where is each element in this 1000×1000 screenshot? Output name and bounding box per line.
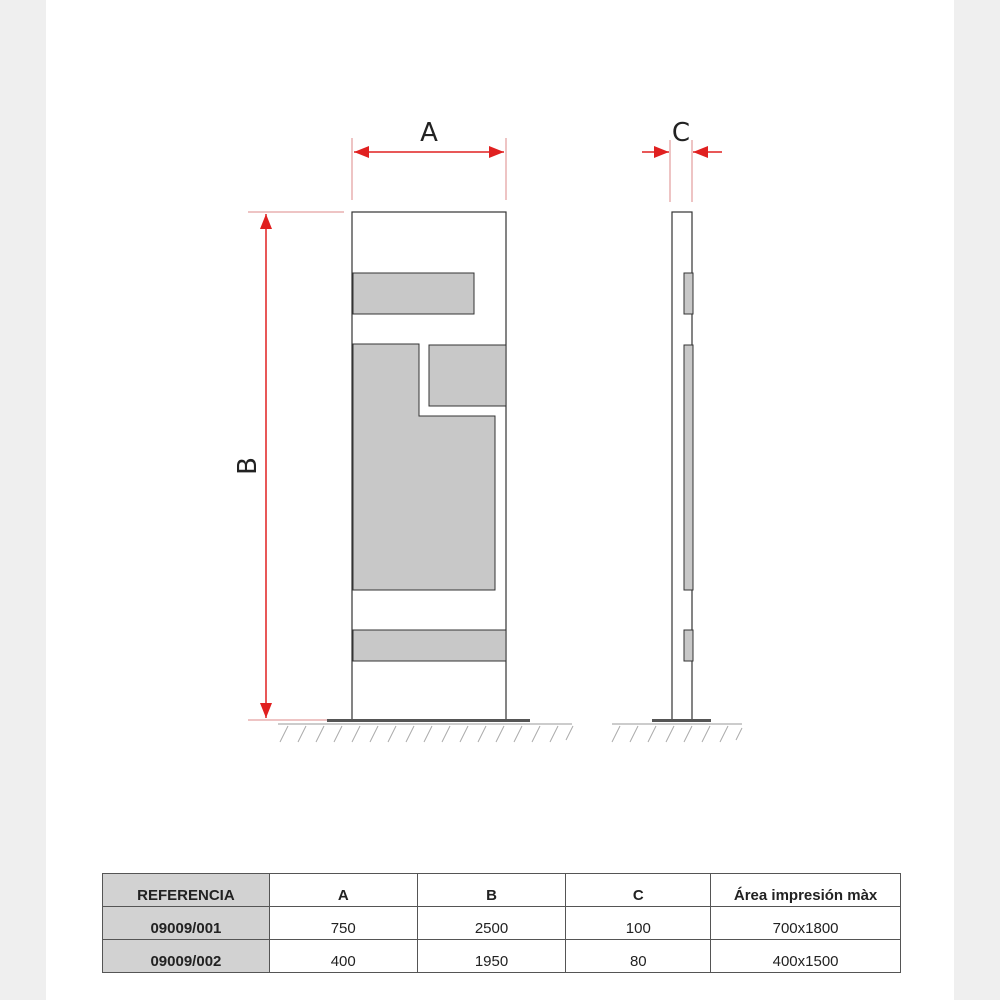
column-header-referencia: REFERENCIA [103, 874, 270, 907]
table-row [103, 907, 901, 940]
side-panel-main [684, 345, 693, 590]
front-view [233, 118, 573, 742]
panel-side [429, 345, 506, 406]
column-header-c: C [566, 874, 711, 907]
column-header-a: A [269, 874, 417, 907]
table-row [103, 940, 901, 973]
dimension-label-b: B [233, 457, 263, 475]
ground-hatching-side [612, 726, 742, 742]
cell-a: 750 [269, 907, 417, 940]
cell-area: 400x1500 [711, 940, 901, 973]
column-header-area: Área impresión màx [711, 874, 901, 907]
cell-referencia: 09009/002 [103, 940, 270, 973]
side-panel-top [684, 273, 693, 314]
cell-referencia: 09009/001 [103, 907, 270, 940]
column-header-b: B [417, 874, 566, 907]
table-header-row [103, 874, 901, 907]
side-view [612, 118, 742, 742]
ground-hatching-front [280, 726, 573, 742]
panel-top [353, 273, 474, 314]
dimension-label-a: A [420, 118, 438, 148]
cell-a: 400 [269, 940, 417, 973]
cell-area: 700x1800 [711, 907, 901, 940]
panel-bottom [353, 630, 506, 661]
side-panel-bottom [684, 630, 693, 661]
specifications-table [102, 873, 901, 973]
base-plate-front [327, 719, 530, 722]
cell-b: 1950 [417, 940, 566, 973]
cell-c: 80 [566, 940, 711, 973]
cell-c: 100 [566, 907, 711, 940]
dimension-label-c: C [671, 118, 691, 148]
base-plate-side [652, 719, 711, 722]
cell-b: 2500 [417, 907, 566, 940]
